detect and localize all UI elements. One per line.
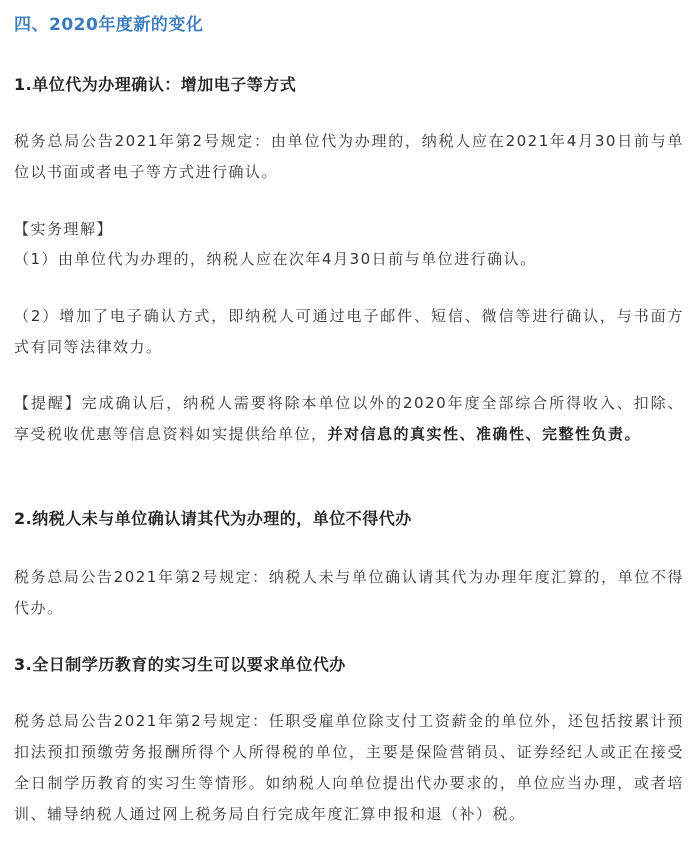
- item-1-heading: 1.单位代为办理确认：增加电子等方式: [14, 75, 297, 94]
- section-title: 四、2020年度新的变化: [14, 15, 204, 35]
- item-3-rule: 税务总局公告2021年第2号规定：任职受雇单位除支付工资薪金的单位外，还包括按累计预扣法预扣预缴劳务报酬所得个人所得税的单位，主要是保险营销员、证券经纪人或正在接受全日制学历教育的实习生等情形。如纳税人向单位提出代办要求的，单位应当办理，或者培训、辅导纳税人通过网上税务局自行完成年度汇算申报和退（补）税。: [14, 712, 684, 823]
- item-2-rule: 税务总局公告2021年第2号规定：纳税人未与单位确认请其代为办理年度汇算的，单位不得代办。: [14, 568, 684, 617]
- item-1-practice-2: （2）增加了电子确认方式，即纳税人可通过电子邮件、短信、微信等进行确认，与书面方式有同等法律效力。: [14, 307, 684, 356]
- item-3-heading: 3.全日制学历教育的实习生可以要求单位代办: [14, 655, 346, 674]
- item-1-reminder: [14, 388, 684, 450]
- item-1-rule: 税务总局公告2021年第2号规定：由单位代为办理的，纳税人应在2021年4月30日前与单位以书面或者电子等方式进行确认。: [14, 132, 684, 181]
- reminder-emphasis: 并对信息的真实性、准确性、完整性负责。: [327, 425, 642, 443]
- item-1-practice-label: 【实务理解】: [14, 220, 114, 238]
- reminder-text: 完成确认后，纳税人需要将除本单位以外的2020年度全部综合所得收入、扣除、享受税收优惠等信息资料如实提供给单位，: [14, 394, 684, 443]
- item-1-practice-1: （1）由单位代为办理的，纳税人应在次年4月30日前与单位进行确认。: [14, 250, 537, 268]
- item-2-heading: 2.纳税人未与单位确认请其代为办理的，单位不得代办: [14, 509, 412, 528]
- reminder-label: 【提醒】: [14, 394, 82, 412]
